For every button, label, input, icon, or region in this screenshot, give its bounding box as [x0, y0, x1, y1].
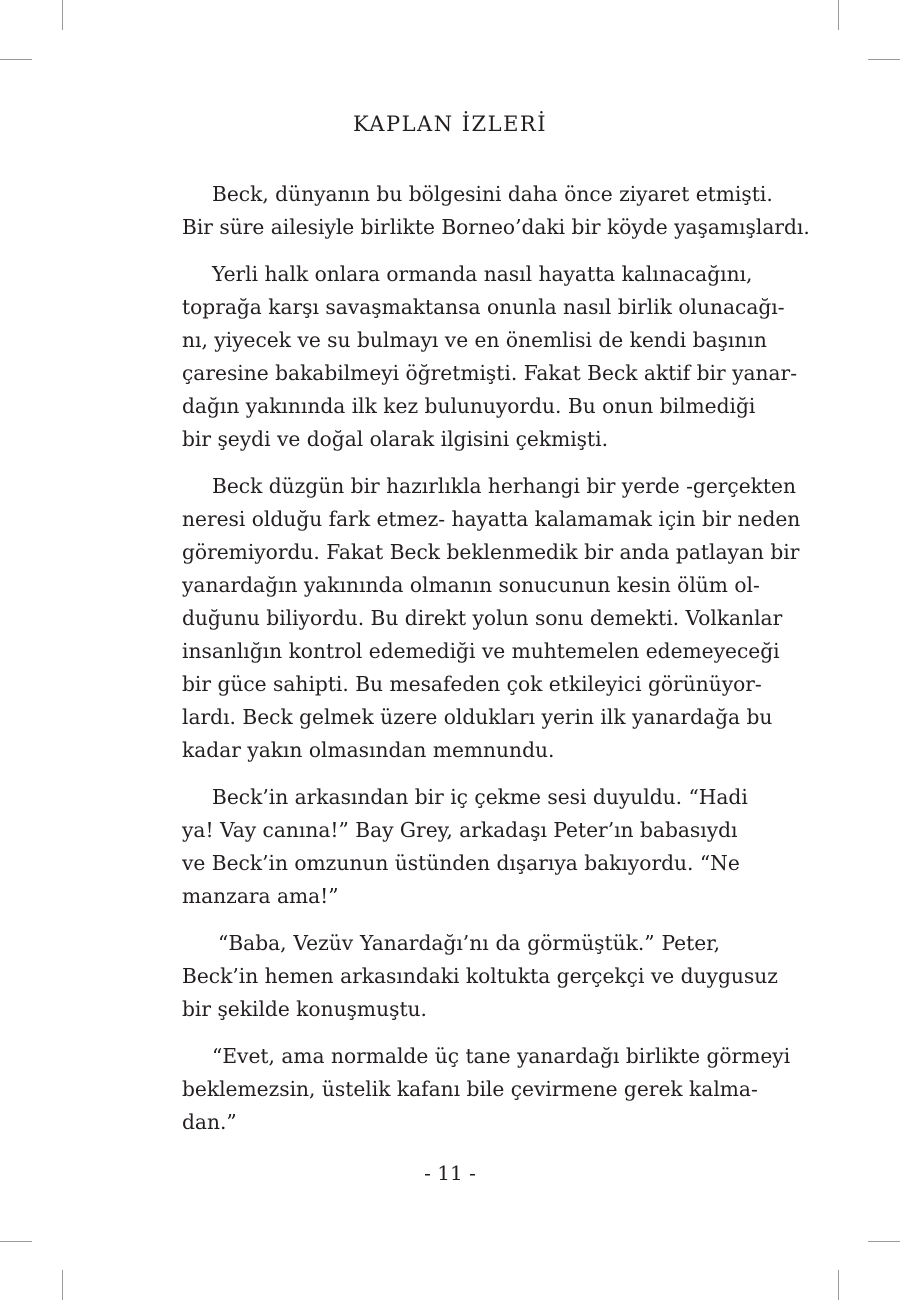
- text-line: bir şekilde konuşmuştu.: [182, 997, 427, 1021]
- crop-mark-top-left-horizontal: [0, 59, 32, 60]
- paragraph: [182, 781, 748, 913]
- crop-mark-top-right-horizontal: [868, 59, 900, 60]
- text-line: yanardağın yakınında olmanın sonucunun kesin ölüm ol-: [182, 573, 760, 597]
- text-line: kadar yakın olmasından memnundu.: [182, 738, 555, 762]
- text-line: neresi olduğu fark etmez- hayatta kalamamak için bir neden: [182, 507, 801, 531]
- text-line: “Evet, ama normalde üç tane yanardağı birlikte görmeyi: [212, 1044, 791, 1068]
- text-line: Beck, dünyanın bu bölgesini daha önce ziyaret etmişti.: [212, 182, 773, 206]
- text-line: lardı. Beck gelmek üzere oldukları yerin ilk yanardağa bu: [182, 705, 773, 729]
- paragraph: [182, 927, 778, 1026]
- crop-mark-bottom-left-vertical: [62, 1270, 63, 1300]
- text-line: beklemezsin, üstelik kafanı bile çevirmene gerek kalma-: [182, 1077, 758, 1101]
- text-line: dan.”: [182, 1110, 237, 1134]
- text-line: duğunu biliyordu. Bu direkt yolun sonu demekti. Volkanlar: [182, 606, 783, 630]
- paragraph: [182, 178, 810, 244]
- text-line: göremiyordu. Fakat Beck beklenmedik bir anda patlayan bir: [182, 540, 800, 564]
- text-line: manzara ama!”: [182, 884, 339, 908]
- text-line: bir şeydi ve doğal olarak ilgisini çekmişti.: [182, 427, 609, 451]
- page-number: - 11 -: [424, 1161, 476, 1185]
- text-line: toprağa karşı savaşmaktansa onunla nasıl birlik olunacağı-: [182, 295, 785, 319]
- paragraph: [182, 258, 798, 456]
- paragraph: [182, 470, 801, 767]
- text-line: insanlığın kontrol edemediği ve muhtemelen edemeyeceği: [182, 639, 780, 663]
- running-title: KAPLAN İZLERİ: [352, 112, 548, 136]
- text-line: Yerli halk onlara ormanda nasıl hayatta kalınacağını,: [212, 262, 753, 286]
- crop-mark-top-left-vertical: [62, 0, 63, 30]
- text-line: bir güce sahipti. Bu mesafeden çok etkileyici görünüyor-: [182, 672, 762, 696]
- text-line: çaresine bakabilmeyi öğretmişti. Fakat Beck aktif bir yanar-: [182, 361, 798, 385]
- text-line: Beck’in arkasından bir iç çekme sesi duyuldu. “Hadi: [212, 785, 748, 809]
- text-line: dağın yakınında ilk kez bulunuyordu. Bu onun bilmediği: [182, 394, 756, 418]
- text-line: Bir süre ailesiyle birlikte Borneo’daki bir köyde yaşamışlardı.: [182, 215, 810, 239]
- text-line: nı, yiyecek ve su bulmayı ve en önemlisi de kendi başının: [182, 328, 767, 352]
- crop-mark-bottom-right-vertical: [838, 1270, 839, 1300]
- crop-mark-top-right-vertical: [838, 0, 839, 30]
- crop-mark-bottom-left-horizontal: [0, 1241, 32, 1242]
- text-line: “Baba, Vezüv Yanardağı’nı da görmüştük.” Peter,: [218, 931, 720, 955]
- body-text: [182, 178, 810, 1153]
- text-line: Beck’in hemen arkasındaki koltukta gerçekçi ve duygusuz: [182, 964, 778, 988]
- crop-mark-bottom-right-horizontal: [868, 1241, 900, 1242]
- text-line: ya! Vay canına!” Bay Grey, arkadaşı Peter’ın babasıydı: [182, 818, 738, 842]
- paragraph: [182, 1040, 791, 1139]
- text-line: Beck düzgün bir hazırlıkla herhangi bir yerde -gerçekten: [212, 474, 796, 498]
- text-line: ve Beck’in omzunun üstünden dışarıya bakıyordu. “Ne: [182, 851, 740, 875]
